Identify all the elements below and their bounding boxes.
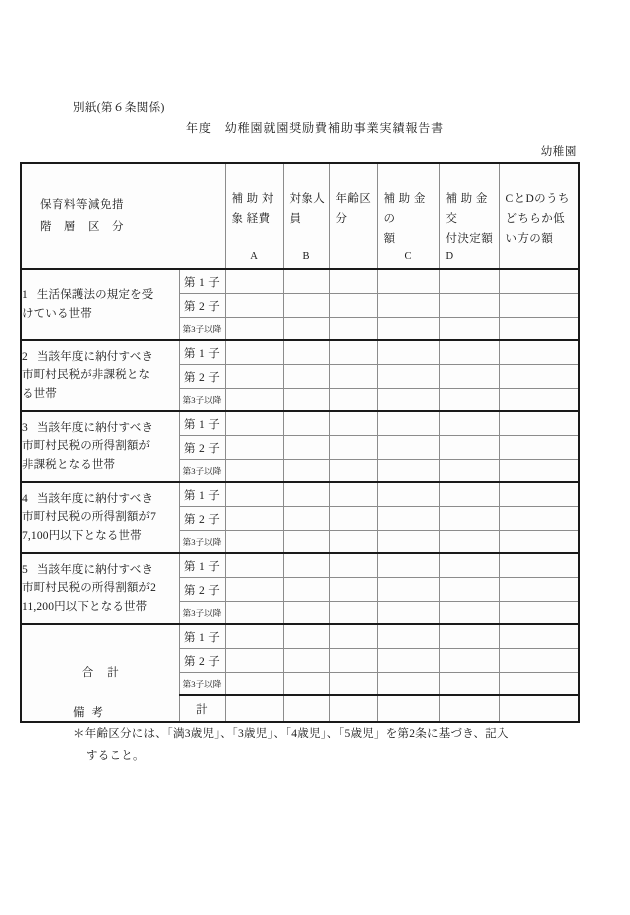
cell-c-3-first[interactable] — [377, 411, 439, 436]
cell-age-4-first[interactable] — [329, 482, 377, 507]
header-target-count — [283, 163, 329, 269]
header-letter-b: B — [302, 251, 310, 262]
cell-d-4-second[interactable] — [439, 507, 499, 531]
header-col-d-line1: 補 助 金 交 — [445, 193, 488, 226]
order-third-5: 第3子以降 — [179, 602, 225, 625]
header-letter-a: A — [250, 251, 258, 262]
kindergarten-name-label: 幼稚園 — [540, 146, 577, 158]
cell-lower-4-third[interactable] — [499, 531, 579, 554]
header-letter-d: D — [445, 251, 454, 262]
header-col-b-line1: 対象人 — [289, 193, 326, 205]
cell-d-1-third[interactable] — [439, 318, 499, 341]
header-letter-c: C — [404, 251, 412, 262]
category-cell-5 — [21, 553, 179, 624]
cell-lower-1-second[interactable] — [499, 294, 579, 318]
cell-lower-3-first[interactable] — [499, 411, 579, 436]
cell-c-total-second[interactable] — [377, 649, 439, 673]
cell-c-3-third[interactable] — [377, 460, 439, 483]
cell-c-4-third[interactable] — [377, 531, 439, 554]
cell-lower-5-second[interactable] — [499, 578, 579, 602]
category-text-5-line1: 当該年度に納付すべき — [36, 563, 154, 576]
cell-age-1-first[interactable] — [329, 269, 377, 294]
category-number-3: 3 — [22, 421, 28, 434]
cell-age-2-third[interactable] — [329, 389, 377, 412]
cell-b-2-second[interactable] — [283, 365, 329, 389]
header-age-category — [329, 163, 377, 269]
header-col-lower-line2: どちらか低 — [505, 213, 565, 226]
cell-b-2-first[interactable] — [283, 340, 329, 365]
header-col-a-line1: 補 助 対 — [231, 193, 274, 205]
cell-d-3-third[interactable] — [439, 460, 499, 483]
cell-age-3-second[interactable] — [329, 436, 377, 460]
cell-lower-2-third[interactable] — [499, 389, 579, 412]
cell-age-1-third[interactable] — [329, 318, 377, 341]
cell-b-3-third[interactable] — [283, 460, 329, 483]
cell-lower-4-first[interactable] — [499, 482, 579, 507]
cell-age-total-first[interactable] — [329, 624, 377, 649]
cell-d-5-third[interactable] — [439, 602, 499, 625]
cell-a-3-third[interactable] — [225, 460, 283, 483]
cell-c-1-third[interactable] — [377, 318, 439, 341]
table-row — [21, 269, 579, 294]
cell-c-total-first[interactable] — [377, 624, 439, 649]
table-row — [21, 624, 579, 649]
order-second-3: 第 2 子 — [179, 436, 225, 460]
category-text-2-line1: 当該年度に納付すべき — [36, 350, 154, 363]
cell-a-2-second[interactable] — [225, 365, 283, 389]
header-col-b-line2: 員 — [289, 213, 302, 226]
category-cell-3 — [21, 411, 179, 482]
cell-d-1-second[interactable] — [439, 294, 499, 318]
cell-age-2-first[interactable] — [329, 340, 377, 365]
header-col-a-line2: 象 経費 — [231, 213, 271, 226]
order-second-5: 第 2 子 — [179, 578, 225, 602]
cell-a-total-second[interactable] — [225, 649, 283, 673]
cell-b-total-second[interactable] — [283, 649, 329, 673]
cell-a-4-first[interactable] — [225, 482, 283, 507]
table-row — [21, 553, 579, 578]
cell-b-3-first[interactable] — [283, 411, 329, 436]
cell-c-4-second[interactable] — [377, 507, 439, 531]
cell-b-2-third[interactable] — [283, 389, 329, 412]
header-grant-decision-amount — [439, 163, 499, 269]
cell-c-5-second[interactable] — [377, 578, 439, 602]
order-second-2: 第 2 子 — [179, 365, 225, 389]
cell-a-5-second[interactable] — [225, 578, 283, 602]
cell-lower-1-third[interactable] — [499, 318, 579, 341]
cell-a-4-second[interactable] — [225, 507, 283, 531]
remarks-continuation: すること。 — [86, 749, 145, 762]
cell-a-total-first[interactable] — [225, 624, 283, 649]
cell-lower-total-first[interactable] — [499, 624, 579, 649]
cell-b-1-first[interactable] — [283, 269, 329, 294]
order-sum-total: 計 — [179, 695, 225, 722]
cell-a-2-first[interactable] — [225, 340, 283, 365]
cell-d-2-third[interactable] — [439, 389, 499, 412]
header-col-age-line2: 分 — [335, 213, 348, 226]
order-second-1: 第 2 子 — [179, 294, 225, 318]
cell-b-4-third[interactable] — [283, 531, 329, 554]
cell-age-5-second[interactable] — [329, 578, 377, 602]
cell-a-total-third[interactable] — [225, 673, 283, 696]
header-col-lower-line3: い方の額 — [505, 233, 554, 246]
category-text-4-line2: 市町村民税の所得割額が7 — [22, 511, 157, 524]
cell-age-1-second[interactable] — [329, 294, 377, 318]
cell-b-5-first[interactable] — [283, 553, 329, 578]
cell-age-5-first[interactable] — [329, 553, 377, 578]
cell-age-3-first[interactable] — [329, 411, 377, 436]
cell-b-total-third[interactable] — [283, 673, 329, 696]
cell-lower-3-second[interactable] — [499, 436, 579, 460]
fiscal-year-label: 年度 — [185, 121, 212, 135]
order-first-4: 第 1 子 — [179, 482, 225, 507]
category-text-1-line1: 生活保護法の規定を受 — [36, 288, 154, 301]
cell-a-4-third[interactable] — [225, 531, 283, 554]
cell-d-total-first[interactable] — [439, 624, 499, 649]
cell-b-5-second[interactable] — [283, 578, 329, 602]
cell-a-5-first[interactable] — [225, 553, 283, 578]
remarks-title: 備考 — [73, 707, 110, 719]
cell-d-2-first[interactable] — [439, 340, 499, 365]
table-row — [21, 482, 579, 507]
order-first-total: 第 1 子 — [179, 624, 225, 649]
header-col-age-line1: 年齢区 — [335, 193, 372, 205]
header-category — [21, 163, 225, 269]
cell-c-2-first[interactable] — [377, 340, 439, 365]
cell-d-3-second[interactable] — [439, 436, 499, 460]
cell-c-5-third[interactable] — [377, 602, 439, 625]
order-third-4: 第3子以降 — [179, 531, 225, 554]
order-second-4: 第 2 子 — [179, 507, 225, 531]
cell-lower-2-first[interactable] — [499, 340, 579, 365]
cell-b-total-first[interactable] — [283, 624, 329, 649]
order-second-total: 第 2 子 — [179, 649, 225, 673]
remarks-section — [73, 703, 583, 767]
report-table-wrapper — [20, 162, 578, 723]
cell-a-1-first[interactable] — [225, 269, 283, 294]
cell-lower-3-third[interactable] — [499, 460, 579, 483]
category-text-5-line2: 市町村民税の所得割額が2 — [22, 582, 157, 595]
category-cell-1 — [21, 269, 179, 340]
category-text-3-line2: 市町村民税の所得割額が — [22, 440, 151, 453]
cell-d-total-second[interactable] — [439, 649, 499, 673]
cell-lower-total-third[interactable] — [499, 673, 579, 696]
cell-c-1-second[interactable] — [377, 294, 439, 318]
cell-a-1-third[interactable] — [225, 318, 283, 341]
category-text-5-line3: 11,200円以下となる世帯 — [22, 600, 148, 613]
cell-b-4-first[interactable] — [283, 482, 329, 507]
header-col-c-line2: 額 — [383, 233, 396, 246]
cell-age-2-second[interactable] — [329, 365, 377, 389]
header-col-d-line2: 付決定額 — [445, 233, 494, 246]
cell-d-2-second[interactable] — [439, 365, 499, 389]
category-text-2-line3: る世帯 — [22, 387, 57, 400]
document-reference: 別紙(第６条関係) — [73, 102, 165, 114]
category-text-3-line1: 当該年度に納付すべき — [36, 421, 154, 434]
table-row — [21, 340, 579, 365]
order-first-2: 第 1 子 — [179, 340, 225, 365]
cell-c-2-second[interactable] — [377, 365, 439, 389]
cell-lower-2-second[interactable] — [499, 365, 579, 389]
order-first-5: 第 1 子 — [179, 553, 225, 578]
total-label: 合計 — [81, 666, 133, 679]
category-cell-2 — [21, 340, 179, 411]
category-text-1-line2: けている世帯 — [22, 307, 92, 320]
table-row — [21, 411, 579, 436]
category-number-1: 1 — [22, 288, 28, 301]
order-third-1: 第3子以降 — [179, 318, 225, 341]
order-third-3: 第3子以降 — [179, 460, 225, 483]
header-category-line1: 保育料等減免措 — [40, 199, 124, 211]
report-table — [20, 162, 580, 723]
header-lower-of-c-and-d — [499, 163, 579, 269]
cell-c-1-first[interactable] — [377, 269, 439, 294]
cell-lower-5-third[interactable] — [499, 602, 579, 625]
category-text-4-line1: 当該年度に納付すべき — [36, 492, 154, 505]
cell-b-3-second[interactable] — [283, 436, 329, 460]
cell-c-3-second[interactable] — [377, 436, 439, 460]
cell-age-5-third[interactable] — [329, 602, 377, 625]
header-col-c-line1: 補 助 金 の — [383, 193, 426, 226]
cell-b-1-second[interactable] — [283, 294, 329, 318]
cell-d-total-third[interactable] — [439, 673, 499, 696]
cell-d-5-second[interactable] — [439, 578, 499, 602]
header-col-lower-line1: CとDのうち — [505, 193, 570, 205]
category-cell-4 — [21, 482, 179, 553]
category-number-4: 4 — [22, 492, 28, 505]
header-category-line2: 階 層 区 分 — [40, 221, 124, 234]
cell-d-4-third[interactable] — [439, 531, 499, 554]
cell-age-total-second[interactable] — [329, 649, 377, 673]
cell-a-3-second[interactable] — [225, 436, 283, 460]
cell-c-5-first[interactable] — [377, 553, 439, 578]
cell-d-5-first[interactable] — [439, 553, 499, 578]
table-header-row — [21, 163, 579, 269]
page-title — [0, 119, 630, 136]
cell-age-4-second[interactable] — [329, 507, 377, 531]
cell-lower-5-first[interactable] — [499, 553, 579, 578]
category-text-4-line3: 7,100円以下となる世帯 — [22, 529, 142, 542]
cell-b-1-third[interactable] — [283, 318, 329, 341]
cell-a-2-third[interactable] — [225, 389, 283, 412]
category-text-3-line3: 非課税となる世帯 — [22, 458, 116, 471]
order-first-1: 第 1 子 — [179, 269, 225, 294]
cell-a-3-first[interactable] — [225, 411, 283, 436]
cell-age-total-third[interactable] — [329, 673, 377, 696]
cell-a-5-third[interactable] — [225, 602, 283, 625]
title-text: 幼稚園就園奨励費補助事業実績報告書 — [224, 121, 445, 135]
cell-c-2-third[interactable] — [377, 389, 439, 412]
cell-age-4-third[interactable] — [329, 531, 377, 554]
cell-a-1-second[interactable] — [225, 294, 283, 318]
cell-d-3-first[interactable] — [439, 411, 499, 436]
order-first-3: 第 1 子 — [179, 411, 225, 436]
cell-lower-4-second[interactable] — [499, 507, 579, 531]
cell-lower-1-first[interactable] — [499, 269, 579, 294]
category-text-2-line2: 市町村民税が非課税とな — [22, 369, 151, 382]
cell-d-4-first[interactable] — [439, 482, 499, 507]
cell-b-5-third[interactable] — [283, 602, 329, 625]
category-number-2: 2 — [22, 350, 28, 363]
header-subsidy-amount — [377, 163, 439, 269]
order-third-2: 第3子以降 — [179, 389, 225, 412]
cell-c-total-third[interactable] — [377, 673, 439, 696]
category-number-5: 5 — [22, 563, 28, 576]
cell-lower-total-second[interactable] — [499, 649, 579, 673]
remarks-body: ＊年齢区分には、「満3歳児」、「3歳児」、「4歳児」、「5歳児」を第2条に基づき、記入 — [73, 728, 509, 741]
cell-age-3-third[interactable] — [329, 460, 377, 483]
order-third-total: 第3子以降 — [179, 673, 225, 696]
cell-c-4-first[interactable] — [377, 482, 439, 507]
cell-b-4-second[interactable] — [283, 507, 329, 531]
header-subsidy-target-expense — [225, 163, 283, 269]
cell-d-1-first[interactable] — [439, 269, 499, 294]
